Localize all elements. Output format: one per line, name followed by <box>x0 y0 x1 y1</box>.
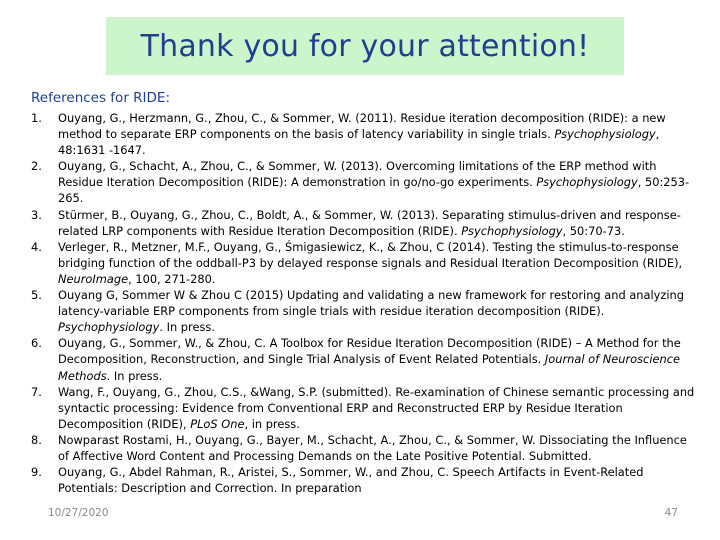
reference-item <box>31 384 701 432</box>
reference-number: 4. <box>31 239 42 254</box>
reference-number: 9. <box>31 465 42 480</box>
reference-text: Ouyang G, Sommer W & Zhou C (2015) Updating and validating a new framework for restoring and analyzing latency-variable ERP components from single trials with residue iteration decomposition (RIDE). <box>58 288 684 319</box>
reference-details: , 50:253-265. <box>58 175 690 206</box>
reference-item <box>31 239 701 287</box>
reference-journal: NeuroImage <box>58 271 129 286</box>
footer-date: 10/27/2020 <box>48 507 109 519</box>
reference-item <box>31 110 701 158</box>
reference-text: Verleger, R., Metzner, M.F., Ouyang, G., Śmigasiewicz, K., & Zhou, C (2014). Testing the stimulus-to-response bridging function of the oddball-P3 by delayed response signals and Residual Iteration Decomposition (RIDE), <box>58 239 683 270</box>
reference-details: , 48:1631 -1647. <box>58 127 660 158</box>
reference-text: Ouyang, G., Sommer, W., & Zhou, C. A Toolbox for Residue Iteration Decomposition (RIDE) – A Method for the Decomposition, Reconstruction, and Single Trial Analysis of Event Related Potentials. <box>58 336 681 367</box>
reference-details: . In press. <box>159 320 215 335</box>
reference-journal: Psychophysiology <box>58 320 160 335</box>
reference-text: Ouyang, G., Schacht, A., Zhou, C., & Sommer, W. (2013). Overcoming limitations of the ERP method with Residue Iteration Decomposition (RIDE): A demonstration in go/no-go experiments. <box>58 159 657 190</box>
page-number: 47 <box>664 507 678 519</box>
reference-item <box>31 207 701 239</box>
reference-number: 3. <box>31 207 42 222</box>
reference-item <box>31 464 701 496</box>
title-banner <box>106 17 624 75</box>
reference-item <box>31 335 701 383</box>
reference-text: Ouyang, G., Herzmann, G., Zhou, C., & Sommer, W. (2011). Residue iteration decomposition (RIDE): a new method to separate ERP components on the basis of latency variability in single trials. <box>58 111 666 142</box>
references-list <box>31 110 701 496</box>
reference-details: , 100, 271-280. <box>128 271 216 286</box>
reference-journal: Journal of Neuroscience Methods <box>58 352 680 383</box>
reference-text: Stürmer, B., Ouyang, G., Zhou, C., Boldt, A., & Sommer, W. (2013). Separating stimulus-driven and response-related LRP components with Residue Iteration Decomposition (RIDE). <box>58 207 681 238</box>
reference-text: Ouyang, G., Abdel Rahman, R., Aristei, S., Sommer, W., and Zhou, C. Speech Artifacts in Event-Related Potentials: Description and Correction. In preparation <box>58 465 644 496</box>
reference-item <box>31 287 701 335</box>
reference-number: 5. <box>31 288 42 303</box>
reference-number: 1. <box>31 111 42 125</box>
reference-journal: PLoS One <box>190 416 245 431</box>
reference-details: , 50:70-73. <box>562 223 625 238</box>
reference-text: Nowparast Rostami, H., Ouyang, G., Bayer, M., Schacht, A., Zhou, C., & Sommer, W. Dissociating the Influence of Affective Word Content and Processing Demands on the Late Positive Potential. Submitted. <box>58 432 687 463</box>
reference-journal: Psychophysiology <box>461 223 563 238</box>
reference-journal: Psychophysiology <box>554 127 656 142</box>
reference-details: , in press. <box>244 416 300 431</box>
reference-number: 7. <box>31 384 42 399</box>
reference-details: . In press. <box>106 368 163 383</box>
slide-title: Thank you for your attention! <box>140 28 590 64</box>
reference-text: Wang, F., Ouyang, G., Zhou, C.S., &Wang, S.P. (submitted). Re-examination of Chinese semantic processing and syntactic processing: Evidence from Conventional ERP and Reconstructed ERP by Residue Iteration Decomposition (RIDE), <box>58 384 695 431</box>
reference-item <box>31 432 701 464</box>
reference-journal: Psychophysiology <box>536 175 638 190</box>
reference-item <box>31 158 701 206</box>
reference-number: 6. <box>31 336 42 351</box>
reference-number: 8. <box>31 432 42 447</box>
references-heading: References for RIDE: <box>31 90 170 106</box>
reference-number: 2. <box>31 159 42 174</box>
